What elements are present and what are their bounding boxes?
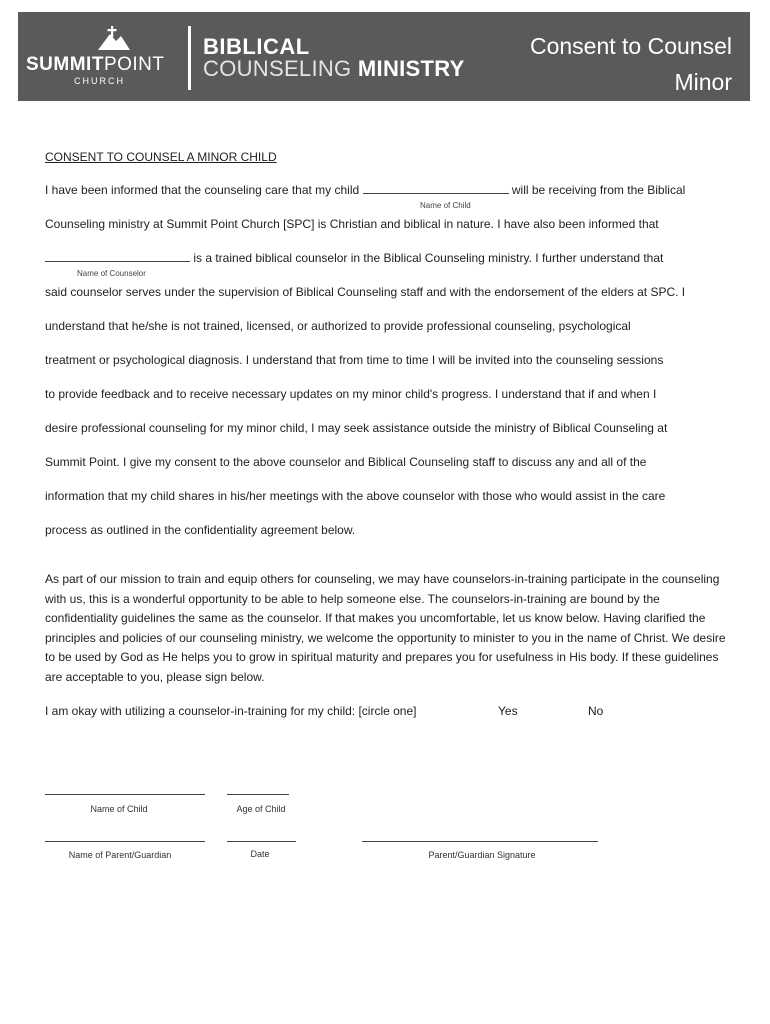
document-title [530, 28, 732, 100]
paragraph-text: I have been informed that the counseling care that my child [45, 183, 360, 197]
date-label: Date [250, 849, 270, 859]
ministry-counseling-text: COUNSELING [203, 56, 352, 81]
logo-divider [188, 26, 191, 90]
yes-option[interactable]: Yes [498, 704, 518, 718]
name-of-child-caption: Name of Child [420, 201, 471, 210]
paragraph-line: treatment or psychological diagnosis. I understand that from time to time I will be invited into the counseling sessions [45, 353, 664, 367]
paragraph-line: desire professional counseling for my minor child, I may seek assistance outside the ministry of Biblical Counseling at [45, 421, 668, 435]
ministry-ministry-text: MINISTRY [357, 56, 465, 81]
paragraph-line: process as outlined in the confidentiality agreement below. [45, 523, 356, 537]
section-heading: CONSENT TO COUNSEL A MINOR CHILD [45, 150, 277, 164]
child-age-field[interactable] [227, 794, 289, 795]
counselor-name-blank[interactable] [45, 249, 190, 262]
child-name-blank[interactable] [363, 181, 509, 194]
paragraph-text: is a trained biblical counselor in the Biblical Counseling ministry. I further understand that [193, 251, 664, 265]
paragraph-line: information that my child shares in his/her meetings with the above counselor with those who would assist in the care [45, 489, 666, 503]
logo-church-text: CHURCH [74, 76, 125, 86]
paragraph-line: said counselor serves under the supervision of Biblical Counseling staff and with the endorsement of the elders at SPC. I [45, 285, 686, 299]
child-name-field[interactable] [45, 794, 205, 795]
paragraph-line [45, 180, 735, 214]
counselor-in-training-paragraph: As part of our mission to train and equip others for counseling, we may have counselors-in-training participate in the counseling with us, this is a wonderful opportunity to be able to help someone else. The counselors-in-training are bound by the confidentiality guidelines the same as the counselor. If that makes you uncomfortable, let us know below. Having clarified the principles and policies of our counseling ministry, we welcome the opportunity to minister to you in the name of Christ. We desire to be used by God as He helps you to grow in spiritual maturity and prepares you for usefulness in His body. If these guidelines are acceptable to you, please sign below. [45, 572, 726, 684]
paragraph-text: will be receiving from the Biblical [511, 183, 686, 197]
paragraph-line: Counseling ministry at Summit Point Church [SPC] is Christian and biblical in nature. I have also been informed that [45, 217, 659, 231]
counselor-in-training-consent [45, 702, 735, 722]
consent-paragraph [45, 180, 735, 554]
logo-summit-point [26, 54, 196, 76]
ministry-name-line2 [203, 56, 465, 82]
no-option[interactable]: No [588, 704, 604, 718]
header-banner [18, 12, 750, 101]
name-of-parent-label: Name of Parent/Guardian [68, 850, 172, 860]
parent-signature-label: Parent/Guardian Signature [428, 850, 536, 860]
logo-summit-text: SUMMIT [26, 54, 104, 75]
paragraph-line: Summit Point. I give my consent to the above counselor and Biblical Counseling staff to discuss any and all of the [45, 455, 647, 469]
age-of-child-label: Age of Child [236, 804, 286, 814]
paragraph-line: understand that he/she is not trained, licensed, or authorized to provide professional counseling, psychological [45, 319, 631, 333]
logo-point-text: POINT [103, 54, 165, 75]
paragraph-line: to provide feedback and to receive necessary updates on my minor child's progress. I understand that if and when I [45, 387, 657, 401]
document-title-line2: Minor [674, 69, 732, 95]
parent-signature-field[interactable] [362, 841, 598, 842]
paragraph-line [45, 248, 735, 282]
date-field[interactable] [227, 841, 296, 842]
mountain-cross-icon [96, 26, 132, 52]
consent-question: I am okay with utilizing a counselor-in-training for my child: [circle one] [45, 704, 417, 718]
ministry-name-line1: BIBLICAL [203, 34, 310, 59]
name-of-counselor-caption: Name of Counselor [77, 269, 146, 278]
name-of-child-label: Name of Child [90, 804, 148, 814]
parent-name-field[interactable] [45, 841, 205, 842]
document-title-line1: Consent to Counsel [529, 33, 732, 59]
